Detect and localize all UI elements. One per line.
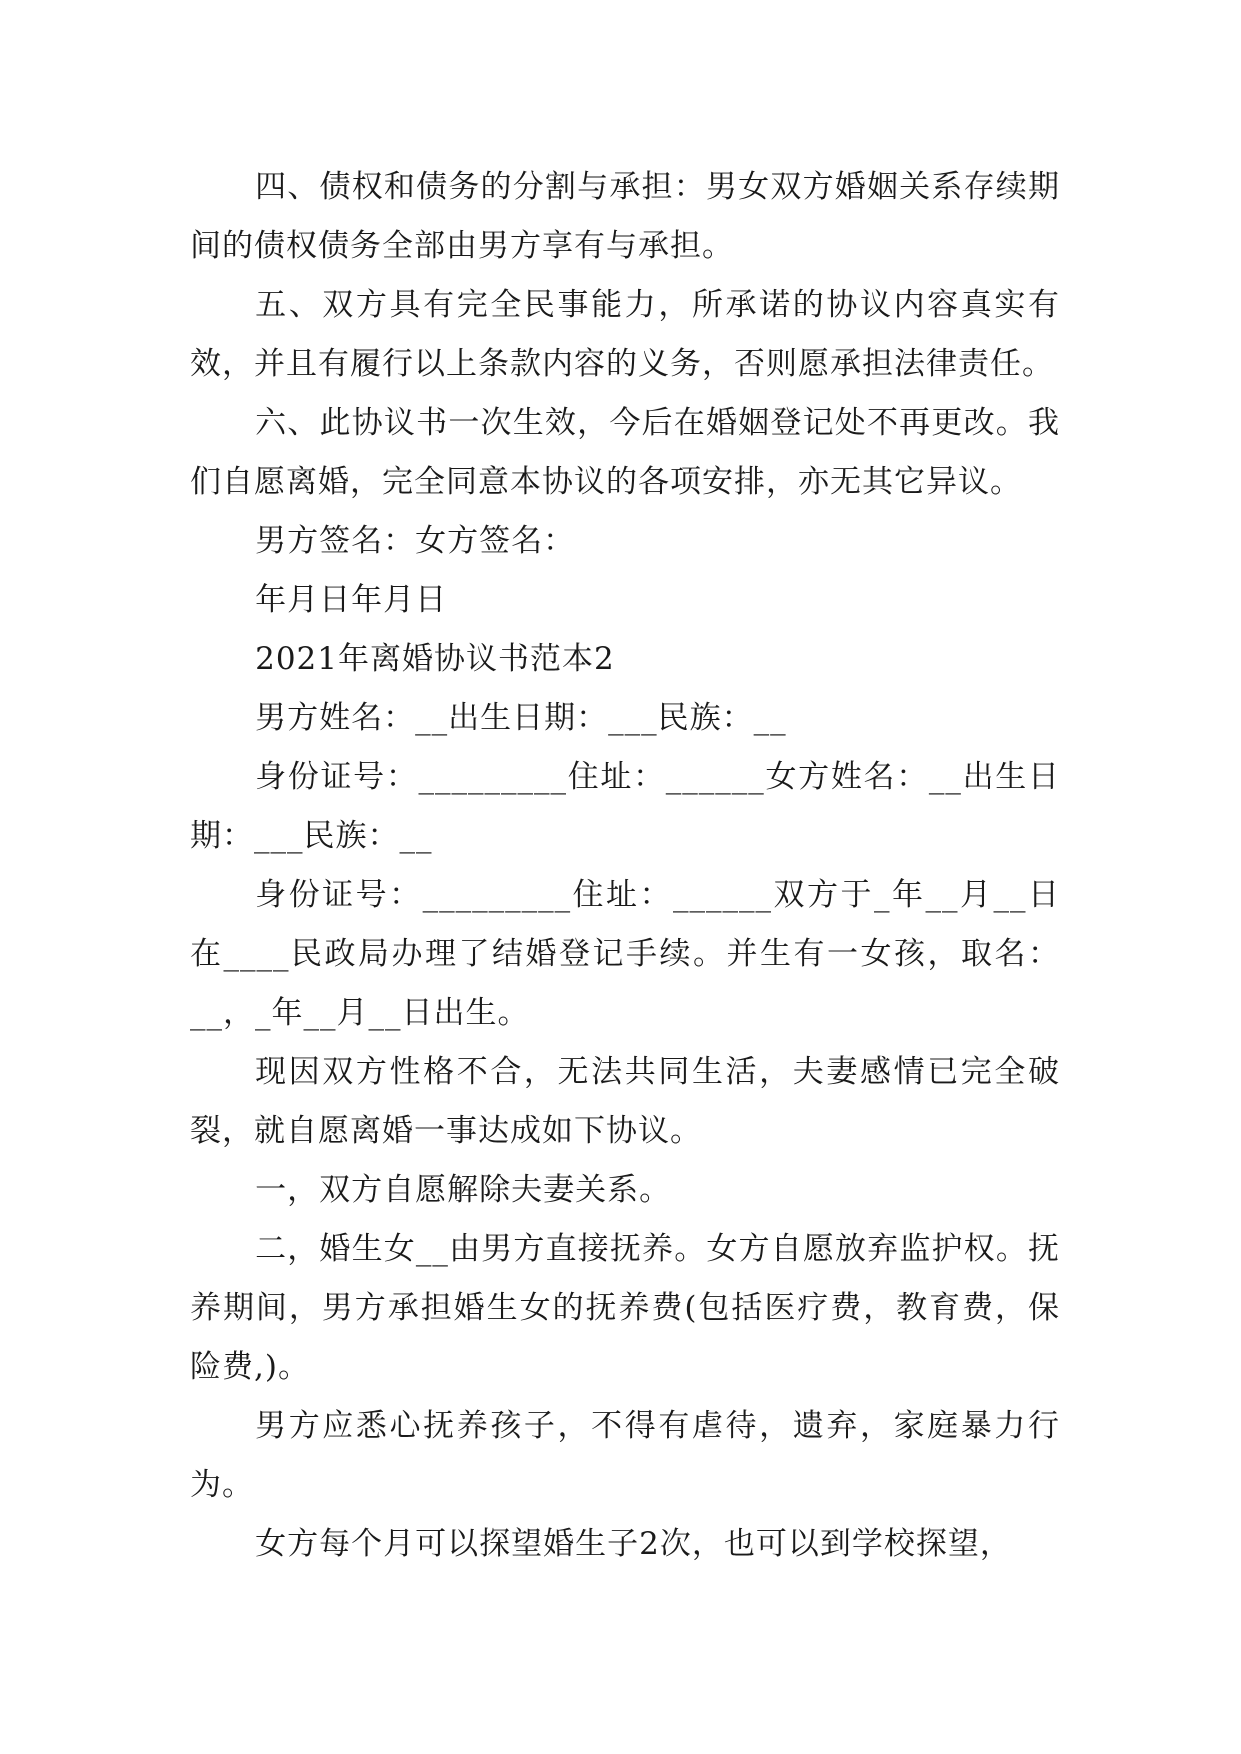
paragraph-id-female-info: 身份证号：_________住址：______女方姓名：__出生日期：___民族：__ xyxy=(190,759,1060,854)
paragraph-visitation: 女方每个月可以探望婚生子2次，也可以到学校探望， xyxy=(255,1526,1012,1562)
paragraph-male-info: 男方姓名：__出生日期：___民族：__ xyxy=(255,700,787,736)
paragraph-template-title: 2021年离婚协议书范本2 xyxy=(255,641,615,677)
paragraph-dates: 年月日年月日 xyxy=(255,582,448,618)
paragraph-agreement-effective: 六、此协议书一次生效，今后在婚姻登记处不再更改。我们自愿离婚，完全同意本协议的各项安排，亦无其它异议。 xyxy=(190,405,1060,500)
paragraph-child-care: 男方应悉心抚养孩子，不得有虐待，遗弃，家庭暴力行为。 xyxy=(190,1408,1060,1503)
paragraph-divorce-reason: 现因双方性格不合，无法共同生活，夫妻感情已完全破裂，就自愿离婚一事达成如下协议。 xyxy=(190,1054,1060,1149)
paragraph-signatures: 男方签名：女方签名： xyxy=(255,523,576,559)
paragraph-debt-division: 四、债权和债务的分割与承担：男女双方婚姻关系存续期间的债权债务全部由男方享有与承担。 xyxy=(190,169,1060,264)
paragraph-clause-one: 一，双方自愿解除夫妻关系。 xyxy=(255,1172,672,1208)
paragraph-civil-capacity: 五、双方具有完全民事能力，所承诺的协议内容真实有效，并且有履行以上条款内容的义务，否则愿承担法律责任。 xyxy=(190,287,1060,382)
document-body xyxy=(190,158,1060,1574)
paragraph-marriage-registration: 身份证号：_________住址：______双方于_年__月__日在____民政局办理了结婚登记手续。并生有一女孩，取名：__，_年__月__日出生。 xyxy=(190,877,1060,1031)
paragraph-clause-two: 二，婚生女__由男方直接抚养。女方自愿放弃监护权。抚养期间，男方承担婚生女的抚养费(包括医疗费，教育费，保险费,)。 xyxy=(190,1231,1060,1385)
